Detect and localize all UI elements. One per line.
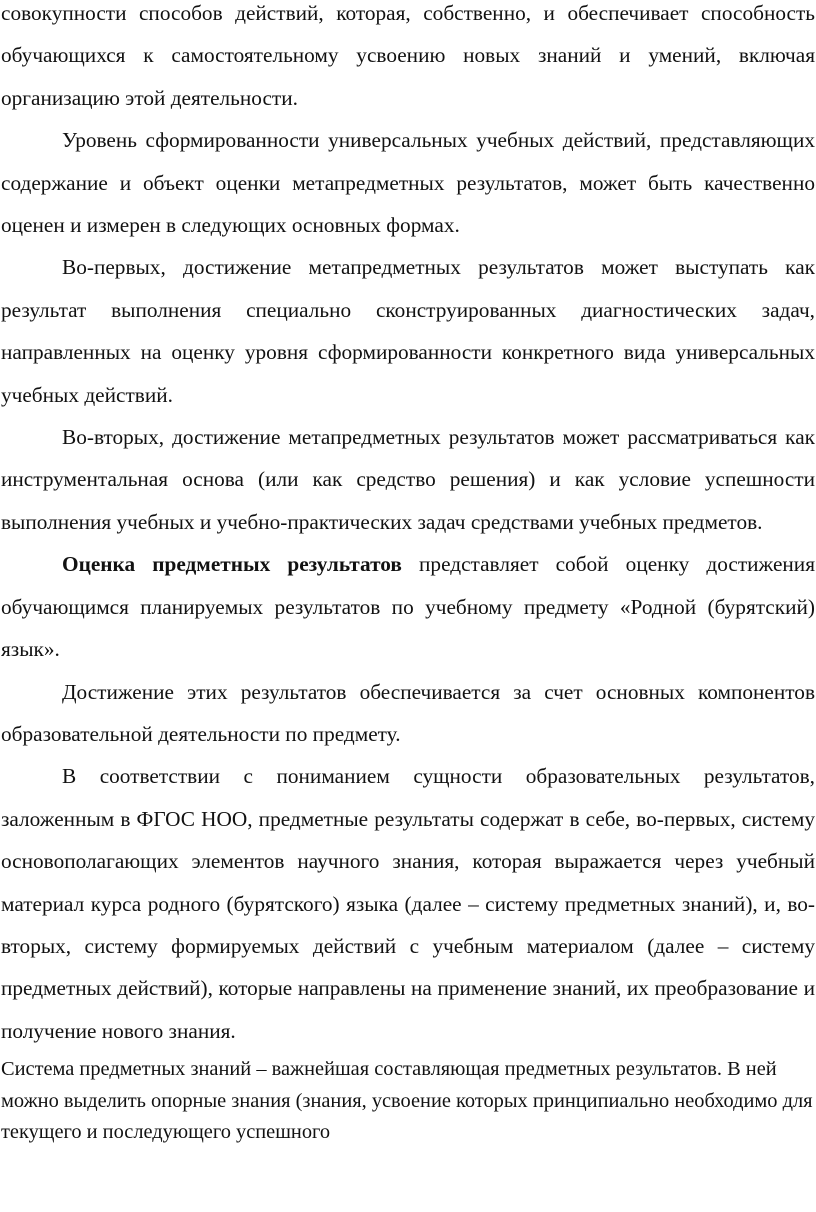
paragraph-7: В соответствии с пониманием сущности образовательных результатов, заложенным в ФГОС НОО, предметные результаты содержат в себе, во-первых, систему основополагающих элементов научного знания, которая выражается через учебный материал курса родного (бурятского) языка (далее – систему предметных знаний), и, во-вторых, систему формируемых действий с учебным материалом (далее – систему предметных действий), которые направлены на применение знаний, их преобразование и получение нового знания. bbox=[1, 764, 815, 1043]
paragraph-4: Во-вторых, достижение метапредметных результатов может рассматриваться как инструментальная основа (или как средство решения) и как условие успешности выполнения учебных и учебно-практических задач средствами учебных предметов. bbox=[1, 425, 815, 534]
paragraph-6: Достижение этих результатов обеспечивается за счет основных компонентов образовательной деятельности по предмету. bbox=[1, 679, 815, 746]
bold-term: Оценка предметных результатов bbox=[62, 552, 402, 577]
paragraph-5 bbox=[1, 543, 815, 670]
paragraph-1: совокупности способов действий, которая, собственно, и обеспечивает способность обучающихся к самостоятельному усвоению новых знаний и умений, включая организацию этой деятельности. bbox=[1, 1, 815, 110]
paragraph-5-text: представляет собой оценку достижения обучающимся планируемых результатов по учебному предмету «Родной (бурятский) язык». bbox=[1, 552, 816, 662]
paragraph-3: Во-первых, достижение метапредметных результатов может выступать как результат выполнения специально сконструированных диагностических задач, направленных на оценку уровня сформированности конкретного вида универсальных учебных действий. bbox=[1, 255, 815, 407]
paragraph-2: Уровень сформированности универсальных учебных действий, представляющих содержание и объект оценки метапредметных результатов, может быть качественно оценен и измерен в следующих основных формах. bbox=[1, 128, 815, 238]
paragraph-8: Система предметных знаний – важнейшая составляющая предметных результатов. В ней можно выделить опорные знания (знания, усвоение которых принципиально необходимо для текущего и последующего успешного bbox=[1, 1058, 813, 1144]
